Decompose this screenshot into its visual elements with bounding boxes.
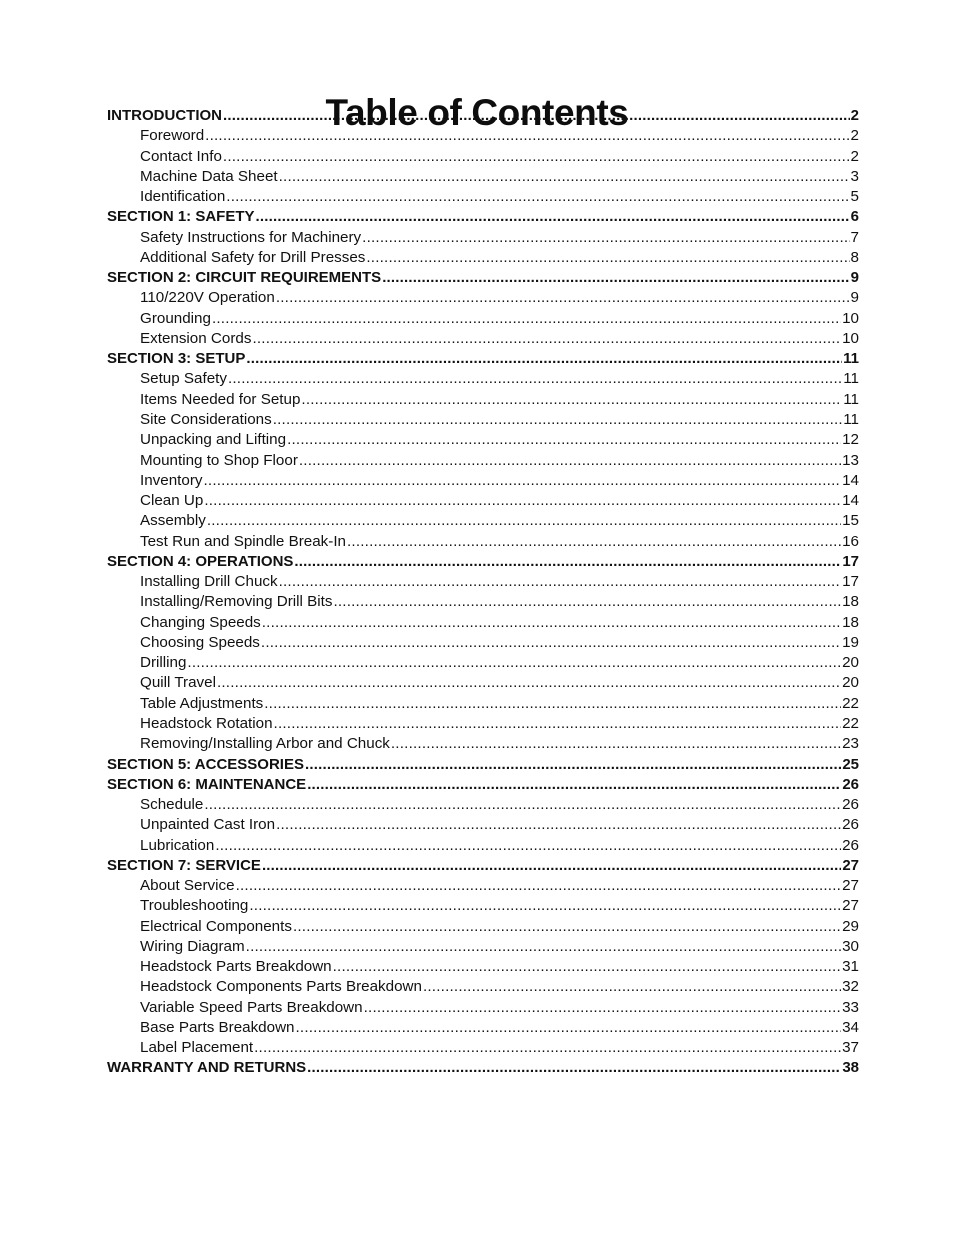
toc-entry-page-number: 31	[842, 958, 859, 976]
dot-leader	[217, 673, 841, 693]
toc-entry-label: Table Adjustments	[140, 694, 264, 712]
toc-entry-page-number: 6	[850, 208, 859, 226]
toc-subsection-entry	[107, 977, 859, 997]
toc-subsection-entry	[107, 430, 859, 450]
toc-entry-page-number: 2	[850, 107, 859, 124]
toc-entry-page-number: 23	[842, 735, 859, 753]
toc-entry-label: Inventory	[140, 471, 203, 489]
dot-leader	[301, 390, 842, 410]
toc-entry-page-number: 11	[843, 410, 859, 428]
dot-leader	[254, 1038, 841, 1058]
toc-entry-label: Quill Travel	[140, 674, 216, 692]
toc-subsection-entry	[107, 228, 859, 248]
toc-entry-page-number: 2	[850, 147, 859, 165]
toc-subsection-entry	[107, 309, 859, 329]
toc-subsection-entry	[107, 694, 859, 714]
toc-subsection-entry	[107, 876, 859, 896]
toc-entry-label: Troubleshooting	[140, 897, 249, 915]
toc-entry-label: Site Considerations	[140, 410, 272, 428]
toc-entry-page-number: 19	[842, 633, 859, 651]
dot-leader	[204, 491, 841, 511]
toc-section-entry	[107, 755, 859, 775]
toc-subsection-entry	[107, 815, 859, 835]
toc-entry-label: SECTION 2: CIRCUIT REQUIREMENTS	[107, 269, 382, 287]
toc-entry-label: Wiring Diagram	[140, 937, 245, 955]
toc-entry-page-number: 13	[842, 451, 859, 469]
toc-entry-label: SECTION 4: OPERATIONS	[107, 552, 294, 570]
toc-entry-page-number: 26	[842, 775, 859, 793]
toc-entry-label: 110/220V Operation	[140, 289, 275, 307]
toc-section-entry	[107, 268, 859, 288]
toc-entry-page-number: 25	[842, 755, 859, 773]
dot-leader	[207, 511, 841, 531]
toc-subsection-entry	[107, 390, 859, 410]
toc-subsection-entry	[107, 471, 859, 491]
toc-entry-label: About Service	[140, 877, 235, 895]
toc-section-entry	[107, 207, 859, 227]
dot-leader	[364, 998, 841, 1018]
dot-leader	[382, 268, 849, 288]
toc-entry-label: Additional Safety for Drill Presses	[140, 248, 366, 266]
dot-leader	[347, 532, 841, 552]
toc-entry-label: Items Needed for Setup	[140, 390, 301, 408]
toc-entry-label: Schedule	[140, 796, 204, 814]
toc-entry-label: Contact Info	[140, 147, 222, 165]
toc-section-entry	[107, 552, 859, 572]
toc-entry-page-number: 15	[842, 512, 859, 530]
dot-leader	[252, 329, 841, 349]
toc-entry-page-number: 16	[842, 532, 859, 550]
toc-entry-page-number: 18	[842, 593, 859, 611]
toc-entry-page-number: 30	[842, 937, 859, 955]
toc-entry-page-number: 2	[850, 127, 859, 145]
dot-leader	[261, 633, 841, 653]
toc-entry-label: Machine Data Sheet	[140, 167, 278, 185]
toc-subsection-entry	[107, 532, 859, 552]
toc-entry-page-number: 5	[850, 188, 859, 206]
toc-entry-label: SECTION 7: SERVICE	[107, 856, 261, 874]
toc-entry-label: SECTION 3: SETUP	[107, 350, 246, 368]
toc-entry-label: SECTION 5: ACCESSORIES	[107, 755, 304, 773]
toc-entry-label: SECTION 1: SAFETY	[107, 208, 255, 226]
dot-leader	[226, 187, 849, 207]
dot-leader	[287, 430, 841, 450]
dot-leader	[264, 694, 841, 714]
toc-subsection-entry	[107, 917, 859, 937]
toc-entry-page-number: 12	[842, 431, 859, 449]
toc-subsection-entry	[107, 167, 859, 187]
toc-subsection-entry	[107, 613, 859, 633]
dot-leader	[205, 126, 849, 146]
toc-entry-label: Variable Speed Parts Breakdown	[140, 998, 363, 1016]
toc-subsection-entry	[107, 937, 859, 957]
toc-entry-label: Installing Drill Chuck	[140, 573, 278, 591]
dot-leader	[212, 309, 841, 329]
toc-entry-page-number: 26	[842, 796, 859, 814]
toc-entry-page-number: 18	[842, 613, 859, 631]
toc-entry-page-number: 37	[842, 1039, 859, 1057]
toc-entry-page-number: 27	[842, 877, 859, 895]
toc-entry-label: Removing/Installing Arbor and Chuck	[140, 735, 390, 753]
toc-subsection-entry	[107, 572, 859, 592]
toc-subsection-entry	[107, 248, 859, 268]
toc-entry-label: Extension Cords	[140, 329, 252, 347]
toc-entry-label: Mounting to Shop Floor	[140, 451, 298, 469]
toc-entry-page-number: 14	[842, 492, 859, 510]
toc-section-entry	[107, 106, 859, 126]
dot-leader	[228, 369, 842, 389]
toc-subsection-entry	[107, 511, 859, 531]
toc-subsection-entry	[107, 653, 859, 673]
toc-entry-page-number: 11	[843, 370, 859, 388]
dot-leader	[307, 1058, 841, 1078]
dot-leader	[305, 755, 841, 775]
dot-leader	[279, 572, 842, 592]
toc-entry-label: Changing Speeds	[140, 613, 261, 631]
toc-entry-label: Installing/Removing Drill Bits	[140, 593, 333, 611]
toc-entry-label: Headstock Rotation	[140, 714, 273, 732]
dot-leader	[276, 815, 841, 835]
toc-entry-label: Drilling	[140, 654, 187, 672]
dot-leader	[276, 288, 850, 308]
toc-entry-page-number: 33	[842, 998, 859, 1016]
dot-leader	[294, 552, 841, 572]
toc-entry-label: INTRODUCTION	[107, 107, 222, 124]
dot-leader	[215, 836, 841, 856]
toc-entry-label: Foreword	[140, 127, 205, 145]
toc-entry-page-number: 20	[842, 654, 859, 672]
toc-entry-page-number: 11	[843, 390, 859, 408]
dot-leader	[262, 613, 841, 633]
dot-leader	[333, 957, 841, 977]
toc-section-entry	[107, 349, 859, 369]
toc-entry-page-number: 7	[850, 228, 859, 246]
toc-subsection-entry	[107, 673, 859, 693]
toc-entry-page-number: 22	[842, 694, 859, 712]
toc-subsection-entry	[107, 734, 859, 754]
toc-entry-page-number: 3	[850, 167, 859, 185]
toc-entry-page-number: 14	[842, 471, 859, 489]
dot-leader	[223, 147, 850, 167]
dot-leader	[203, 471, 841, 491]
toc-subsection-entry	[107, 126, 859, 146]
toc-entry-page-number: 17	[842, 552, 859, 570]
toc-entry-page-number: 27	[842, 897, 859, 915]
toc-subsection-entry	[107, 288, 859, 308]
toc-entry-page-number: 29	[842, 917, 859, 935]
toc-subsection-entry	[107, 187, 859, 207]
toc-entry-label: Grounding	[140, 309, 211, 327]
toc-entry-label: SECTION 6: MAINTENANCE	[107, 775, 307, 793]
dot-leader	[249, 896, 841, 916]
dot-leader	[246, 349, 842, 369]
dot-leader	[296, 1018, 842, 1038]
toc-entry-page-number: 17	[842, 573, 859, 591]
toc-entry-label: Assembly	[140, 512, 206, 530]
toc-subsection-entry	[107, 147, 859, 167]
toc-section-entry	[107, 1058, 859, 1078]
toc-subsection-entry	[107, 714, 859, 734]
dot-leader	[333, 592, 841, 612]
toc-subsection-entry	[107, 1038, 859, 1058]
toc-section-entry	[107, 775, 859, 795]
toc-entry-page-number: 10	[842, 309, 859, 327]
toc-subsection-entry	[107, 836, 859, 856]
table-of-contents	[107, 106, 859, 1079]
toc-entry-label: Headstock Components Parts Breakdown	[140, 978, 422, 996]
toc-entry-label: Electrical Components	[140, 917, 292, 935]
toc-subsection-entry	[107, 491, 859, 511]
toc-entry-page-number: 10	[842, 329, 859, 347]
toc-entry-page-number: 26	[842, 816, 859, 834]
toc-entry-label: Headstock Parts Breakdown	[140, 958, 332, 976]
toc-subsection-entry	[107, 795, 859, 815]
toc-entry-label: Lubrication	[140, 836, 215, 854]
toc-subsection-entry	[107, 329, 859, 349]
toc-entry-page-number: 22	[842, 714, 859, 732]
toc-subsection-entry	[107, 896, 859, 916]
toc-entry-label: Identification	[140, 188, 226, 206]
dot-leader	[391, 734, 841, 754]
dot-leader	[273, 410, 843, 430]
page-title: Table of Contents	[325, 91, 629, 133]
dot-leader	[274, 714, 842, 734]
dot-leader	[223, 106, 850, 126]
toc-entry-page-number: 26	[842, 836, 859, 854]
toc-subsection-entry	[107, 369, 859, 389]
toc-subsection-entry	[107, 592, 859, 612]
toc-entry-page-number: 32	[842, 978, 859, 996]
toc-subsection-entry	[107, 998, 859, 1018]
dot-leader	[236, 876, 842, 896]
toc-entry-label: Unpacking and Lifting	[140, 431, 287, 449]
toc-entry-label: Safety Instructions for Machinery	[140, 228, 362, 246]
toc-subsection-entry	[107, 410, 859, 430]
dot-leader	[262, 856, 841, 876]
dot-leader	[423, 977, 841, 997]
toc-entry-page-number: 11	[843, 350, 859, 368]
toc-subsection-entry	[107, 1018, 859, 1038]
dot-leader	[187, 653, 841, 673]
toc-entry-label: Unpainted Cast Iron	[140, 816, 276, 834]
dot-leader	[293, 917, 841, 937]
toc-entry-page-number: 27	[842, 856, 859, 874]
dot-leader	[256, 207, 850, 227]
toc-entry-label: Setup Safety	[140, 370, 227, 388]
dot-leader	[204, 795, 841, 815]
dot-leader	[366, 248, 849, 268]
toc-entry-label: Clean Up	[140, 492, 204, 510]
toc-entry-page-number: 20	[842, 674, 859, 692]
toc-entry-page-number: 38	[842, 1059, 859, 1077]
toc-section-entry	[107, 856, 859, 876]
toc-entry-label: Choosing Speeds	[140, 633, 260, 651]
toc-entry-label: WARRANTY AND RETURNS	[107, 1059, 307, 1077]
toc-subsection-entry	[107, 451, 859, 471]
dot-leader	[307, 775, 841, 795]
toc-subsection-entry	[107, 957, 859, 977]
dot-leader	[362, 228, 849, 248]
toc-subsection-entry	[107, 633, 859, 653]
toc-entry-page-number: 9	[850, 289, 859, 307]
toc-entry-label: Test Run and Spindle Break-In	[140, 532, 346, 550]
dot-leader	[246, 937, 841, 957]
toc-entry-label: Base Parts Breakdown	[140, 1018, 295, 1036]
toc-entry-page-number: 34	[842, 1018, 859, 1036]
dot-leader	[299, 451, 841, 471]
toc-entry-page-number: 9	[850, 269, 859, 287]
dot-leader	[279, 167, 850, 187]
toc-entry-label: Label Placement	[140, 1039, 254, 1057]
toc-entry-page-number: 8	[850, 248, 859, 266]
